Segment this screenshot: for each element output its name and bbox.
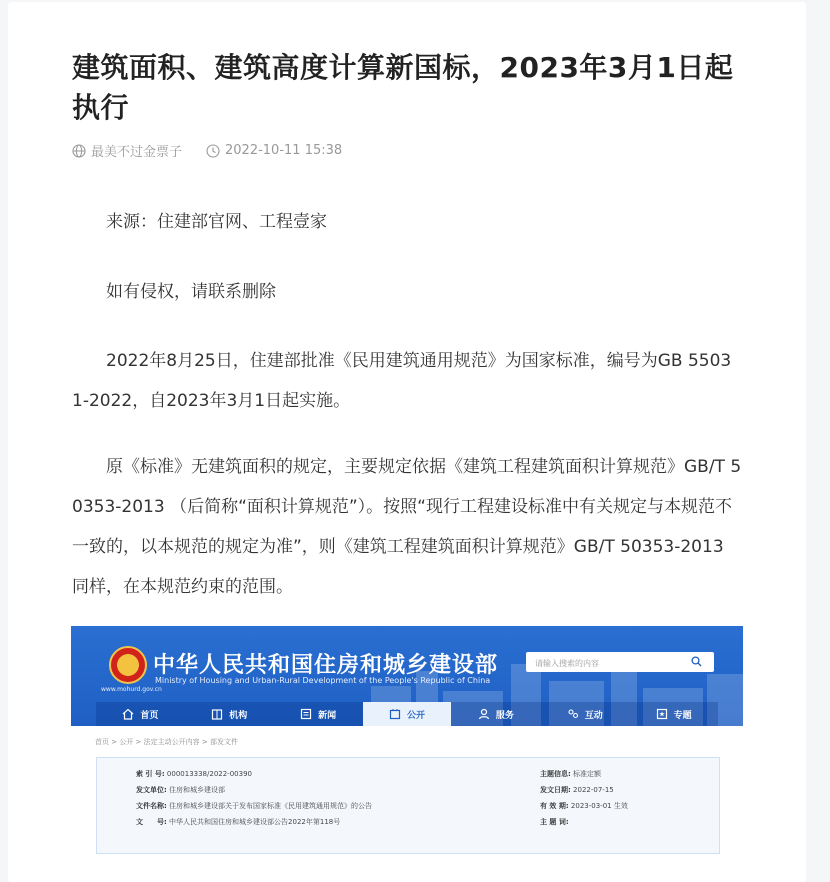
author-info[interactable] xyxy=(72,141,182,160)
nav-tab-label: 专题 xyxy=(673,710,692,721)
issuer-row: 发文单位: 住房和城乡建设部 xyxy=(136,786,226,794)
paragraph-copyright: 如有侵权，请联系删除 xyxy=(106,282,276,302)
nav-tab-label: 服务 xyxy=(495,710,514,721)
nav-tab-label: 公开 xyxy=(407,710,426,721)
issue-date-row: 发文日期: 2022-07-15 xyxy=(540,786,614,794)
ministry-name-cn: 中华人民共和国住房和城乡建设部 xyxy=(153,653,499,678)
paragraph-announcement: 2022年8月25日，住建部批准《民用建筑通用规范》为国家标准，编号为GB 55031-2022，自2023年3月1日起实施。 xyxy=(72,351,732,411)
article-meta xyxy=(72,141,342,160)
home-icon xyxy=(122,708,134,720)
ministry-banner xyxy=(71,626,743,726)
document-info-panel xyxy=(96,757,720,854)
service-icon xyxy=(478,708,490,720)
article-title: 建筑面积、建筑高度计算新国标，2023年3月1日起执行 xyxy=(72,51,734,124)
topic-icon xyxy=(656,708,668,720)
search-icon[interactable] xyxy=(691,656,702,667)
breadcrumb: 首页 > 公开 > 法定主动公开内容 > 部发文件 xyxy=(95,738,238,746)
nav-tab-label: 首页 xyxy=(140,710,159,721)
effective-row: 有 效 期: 2023-03-01 生效 xyxy=(540,802,628,810)
globe-icon xyxy=(72,144,86,158)
keywords-row: 主 题 词: xyxy=(540,818,569,826)
nav-tab-service[interactable] xyxy=(451,702,540,726)
nav-tab-interaction[interactable] xyxy=(540,702,629,726)
nav-tab-home[interactable] xyxy=(96,702,185,726)
disclosure-icon xyxy=(389,708,401,720)
nav-tab-label: 机构 xyxy=(229,710,248,721)
clock-icon xyxy=(206,144,220,158)
national-emblem-icon xyxy=(109,646,147,684)
ministry-nav xyxy=(96,702,718,726)
embedded-screenshot xyxy=(71,626,743,867)
publish-time-info xyxy=(206,143,342,158)
doc-no-row: 文 号: 中华人民共和国住房和城乡建设部公告2022年第118号 xyxy=(136,818,341,826)
building-icon xyxy=(211,708,223,720)
author-name[interactable]: 最美不过金票子 xyxy=(91,145,183,160)
topic-row: 主题信息: 标准定额 xyxy=(540,770,602,778)
nav-tab-topic[interactable] xyxy=(629,702,718,726)
ministry-name-en: Ministry of Housing and Urban-Rural Development of the People's Republic of China xyxy=(155,676,491,685)
nav-tab-disclosure[interactable] xyxy=(363,702,452,726)
news-icon xyxy=(300,708,312,720)
paragraph-standard: 原《标准》无建筑面积的规定，主要规定依据《建筑工程建筑面积计算规范》GB/T 50353-2013 （后简称“面积计算规范”）。按照“现行工程建设标准中有关规定与本规范不一致的，以本规范的规定为准”，则《建筑工程建筑面积计算规范》GB/T 50353-2013 同样，在本规范约束的范围。 xyxy=(72,457,742,597)
nav-tab-label: 新闻 xyxy=(318,710,337,721)
nav-tab-organization[interactable] xyxy=(185,702,274,726)
nav-tab-label: 互动 xyxy=(584,710,603,721)
search-placeholder: 请输入搜索的内容 xyxy=(535,659,599,668)
nav-tab-news[interactable] xyxy=(274,702,363,726)
publish-time: 2022-10-11 15:38 xyxy=(225,143,343,158)
paragraph-source: 来源：住建部官网、工程壹家 xyxy=(106,212,327,232)
interaction-icon xyxy=(567,708,579,720)
site-url: www.mohurd.gov.cn xyxy=(101,686,162,693)
index-no-row: 索 引 号: 000013338/2022-00390 xyxy=(136,770,252,778)
search-box[interactable] xyxy=(526,652,714,672)
doc-name-row: 文件名称: 住房和城乡建设部关于发布国家标准《民用建筑通用规范》的公告 xyxy=(136,802,373,810)
